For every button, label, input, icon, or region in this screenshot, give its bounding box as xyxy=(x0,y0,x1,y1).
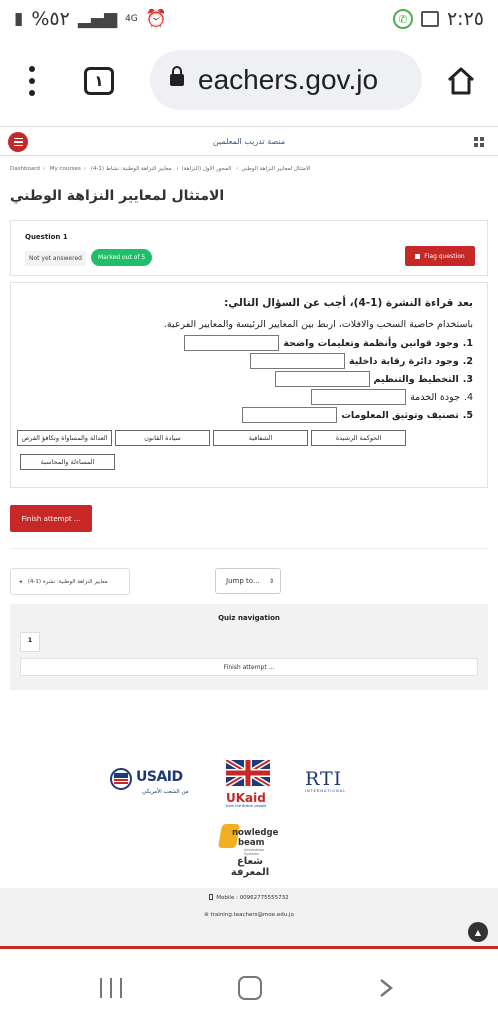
jump-to-label: Jump to... xyxy=(226,577,260,585)
flag-question-button[interactable] xyxy=(405,246,475,266)
apps-grid-icon[interactable] xyxy=(474,137,484,147)
tab-switcher-button[interactable]: ١ xyxy=(84,67,114,95)
status-bar xyxy=(0,0,498,38)
up-down-arrows-icon: ⇕ xyxy=(268,577,274,585)
question-content xyxy=(10,282,488,488)
kb-arabic: شعاع المعرفة xyxy=(230,856,270,878)
hamburger-menu-icon[interactable] xyxy=(8,132,28,152)
match-item-text: تصنيف وتوثيق المعلومات xyxy=(341,409,459,421)
drag-choice[interactable]: سيادة القانون xyxy=(115,430,210,446)
match-item-number: 3. xyxy=(462,373,473,385)
breadcrumb-course[interactable]: الامتثال لمعايير النزاهة الوطني xyxy=(241,166,311,172)
breadcrumb-section[interactable]: المحور الاول (النزاهة) xyxy=(181,166,232,172)
drag-choice[interactable]: العدالة والمساواة وتكافؤ الفرص xyxy=(17,430,112,446)
match-item xyxy=(242,407,473,423)
footer-red-line xyxy=(0,946,498,949)
ukaid-logo xyxy=(226,760,272,810)
match-item-number: 5. xyxy=(462,409,473,421)
address-bar[interactable] xyxy=(150,50,422,110)
quiz-navigation xyxy=(10,604,488,690)
match-item xyxy=(311,389,473,405)
usaid-logo xyxy=(110,768,194,798)
question-state: Not yet answered xyxy=(25,251,86,266)
signal-icon: ▂▄▆ xyxy=(77,9,118,29)
drop-zone-2[interactable] xyxy=(250,353,345,369)
flag-question-label: Flag question xyxy=(424,252,465,260)
breadcrumb-dashboard[interactable]: Dashboard xyxy=(10,166,40,172)
match-item-text: وجود قوانين وأنظمة وتعليمات واضحة xyxy=(283,337,459,349)
match-item-number: 1. xyxy=(462,337,473,349)
match-item-number: 4. xyxy=(463,391,473,403)
previous-activity-link[interactable] xyxy=(10,568,130,595)
phone-icon xyxy=(209,894,213,900)
quiz-navigation-title: Quiz navigation xyxy=(218,614,280,622)
knowledge-beam-logo xyxy=(220,824,280,878)
match-item-number: 2. xyxy=(462,355,473,367)
flag-icon xyxy=(415,254,420,259)
footer-mobile: Mobile : 00962775555732 xyxy=(0,894,498,901)
site-title[interactable]: منصة تدريب المعلمين xyxy=(212,136,286,146)
triangle-left-icon: ◂ xyxy=(19,578,22,585)
status-right xyxy=(393,8,484,30)
status-left xyxy=(14,8,167,30)
uk-flag-icon xyxy=(226,760,270,786)
site-footer xyxy=(0,888,498,948)
kb-line2: beam xyxy=(238,838,265,848)
lock-icon[interactable] xyxy=(170,74,184,86)
question-number: Question 1 xyxy=(25,233,68,241)
drag-choice[interactable]: الحوكمة الرشيدة xyxy=(311,430,406,446)
match-item xyxy=(250,353,473,369)
clock: ٢:٢٥ xyxy=(446,8,484,30)
url-text[interactable]: eachers.gov.jo xyxy=(198,64,379,95)
battery-charging-icon: ▮ xyxy=(14,9,24,29)
question-intro xyxy=(224,297,473,309)
breadcrumb-my-courses[interactable]: My courses xyxy=(49,166,81,172)
rti-subtitle: INTERNATIONAL xyxy=(305,789,347,793)
question-intro-post: ، أجب عن السؤال التالي: xyxy=(224,297,354,309)
question-instruction: باستخدام خاصية السحب والافلات، اربط بين المعايير الرئيسة والمعايير الفرعية. xyxy=(163,319,473,330)
finish-attempt-button[interactable]: Finish attempt ... xyxy=(10,505,92,532)
kb-line1: nowledge xyxy=(232,828,279,838)
browser-menu-icon[interactable] xyxy=(10,66,54,96)
match-item-text: جودة الخدمة xyxy=(410,391,460,403)
footer-email[interactable]: ⊛ training.teachers@moe.edu.jo xyxy=(204,912,294,918)
email-icon: ⊛ xyxy=(204,912,211,918)
match-item xyxy=(184,335,473,351)
site-header xyxy=(0,126,498,156)
match-item-text: التخطيط والتنظيم xyxy=(373,373,459,385)
whatsapp-icon: ✆ xyxy=(393,9,413,29)
usaid-text: USAID xyxy=(136,769,183,785)
breadcrumb-activity[interactable]: معايير النزاهة الوطنية: نشاط (1-4) xyxy=(90,166,172,172)
back-chevron-icon[interactable] xyxy=(378,978,394,998)
recent-apps-icon[interactable] xyxy=(100,978,122,998)
question-info-card xyxy=(10,220,488,276)
home-button-icon[interactable] xyxy=(238,976,262,1000)
drag-choice[interactable]: الشفافية xyxy=(213,430,308,446)
drop-zone-1[interactable] xyxy=(184,335,279,351)
ukaid-subtitle: from the British people xyxy=(226,804,267,808)
match-item-text: وجود دائرة رقابة داخلية xyxy=(348,355,459,367)
match-item xyxy=(275,371,473,387)
divider xyxy=(10,548,488,549)
browser-toolbar xyxy=(0,40,498,122)
alarm-icon: ⏰ xyxy=(145,9,167,29)
usaid-subtitle: من الشعب الأمريكي xyxy=(142,789,189,795)
ukaid-text: UKaid xyxy=(226,791,266,805)
home-icon[interactable] xyxy=(446,66,476,96)
system-nav-bar xyxy=(0,950,498,1024)
network-type: 4G xyxy=(125,14,138,24)
drop-zone-4[interactable] xyxy=(311,389,406,405)
question-intro-pre: بعد قراءة النشرة xyxy=(382,297,473,309)
jump-to-select[interactable] xyxy=(215,568,281,594)
quiz-nav-finish-button[interactable]: Finish attempt ... xyxy=(20,658,478,676)
page-title: الامتثال لمعايير النزاهة الوطني xyxy=(10,188,225,204)
drop-zone-5[interactable] xyxy=(242,407,337,423)
breadcrumb: Dashboard › My courses › الامتثال لمعايير النزاهة الوطني› المحور الاول (النزاهة)› معايير النزاهة الوطنية: نشاط (1-4) xyxy=(10,166,311,172)
previous-activity-label: معايير النزاهة الوطنية: نشرة (1-4) xyxy=(27,578,108,585)
quiz-nav-question-1[interactable]: 1 xyxy=(20,632,40,652)
rti-text: RTI xyxy=(305,768,343,790)
gallery-icon xyxy=(421,11,439,27)
drag-choice[interactable]: المساءلة والمحاسبة xyxy=(20,454,115,470)
rti-logo xyxy=(305,770,365,794)
question-intro-ref: (1-4) xyxy=(353,297,383,309)
question-grade-badge: Marked out of 5 xyxy=(91,249,152,266)
kb-line3: Information Systems xyxy=(244,848,265,856)
chevron-up-icon: ▲ xyxy=(474,927,482,937)
battery-level: %٥٢ xyxy=(31,8,70,30)
back-to-top-button[interactable] xyxy=(468,922,488,942)
usaid-seal-icon xyxy=(110,768,132,790)
drop-zone-3[interactable] xyxy=(275,371,370,387)
